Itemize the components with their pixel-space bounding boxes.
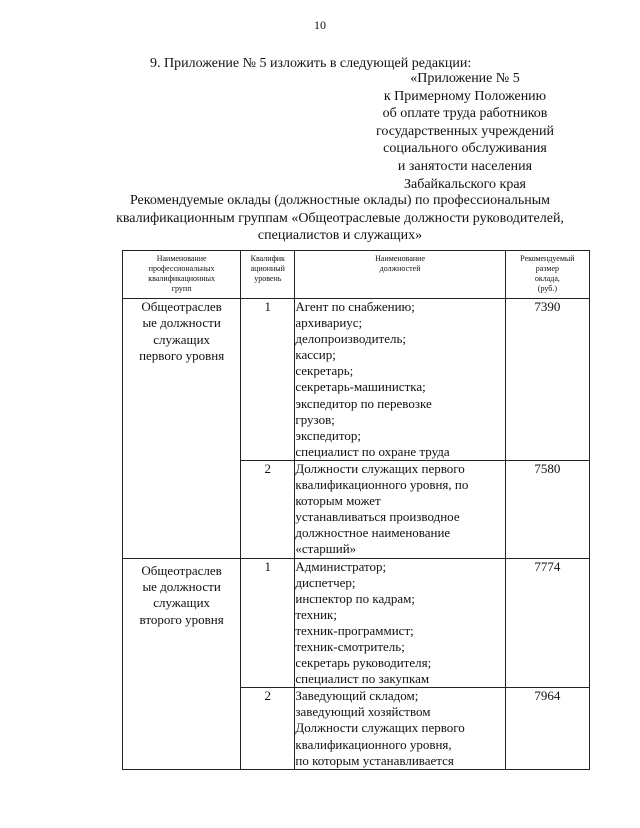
header-line: ационный bbox=[250, 264, 285, 273]
position-line: архивариус; bbox=[295, 315, 363, 331]
positions-cell bbox=[295, 299, 505, 461]
position-line: Агент по снабжению; bbox=[295, 299, 415, 314]
position-line: Должности служащих первого bbox=[295, 460, 465, 476]
level-cell: 1 bbox=[241, 558, 295, 688]
header-line: (руб.) bbox=[537, 284, 557, 293]
position-line: квалификационного уровня, bbox=[295, 736, 452, 752]
salary-cell: 7580 bbox=[505, 460, 589, 558]
position-line: техник-смотритель; bbox=[295, 638, 405, 654]
annex-line: Забайкальского края bbox=[403, 176, 526, 192]
header-level bbox=[241, 251, 295, 299]
header-line: Рекомендуемый bbox=[520, 254, 575, 263]
annex-line: об оплате труда работников bbox=[382, 106, 548, 122]
group-name-line: ые должности bbox=[142, 315, 221, 331]
group-name-line: второго уровня bbox=[139, 611, 224, 627]
position-line: делопроизводитель; bbox=[295, 331, 407, 347]
group-name-cell bbox=[123, 299, 241, 559]
header-salary bbox=[505, 251, 589, 299]
position-line: инспектор по кадрам; bbox=[295, 590, 415, 606]
position-line: экспедитор; bbox=[295, 427, 361, 443]
annex-line: и занятости населения bbox=[397, 158, 533, 174]
salary-table bbox=[122, 250, 590, 770]
position-line: диспетчер; bbox=[295, 574, 356, 590]
group-name-line: ые должности bbox=[142, 578, 221, 594]
level-cell: 2 bbox=[241, 688, 295, 769]
position-line: грузов; bbox=[295, 411, 335, 427]
table-row bbox=[123, 558, 590, 688]
position-line: по которым устанавливается bbox=[295, 752, 454, 768]
page-number: 10 bbox=[314, 18, 326, 32]
table-header-row bbox=[123, 251, 590, 299]
table-row bbox=[123, 299, 590, 461]
positions-cell bbox=[295, 460, 505, 558]
salary-cell: 7964 bbox=[505, 688, 589, 769]
header-line: размер bbox=[535, 264, 559, 273]
position-line: «старший» bbox=[295, 541, 357, 557]
position-line: техник-программист; bbox=[295, 622, 414, 638]
header-line: групп bbox=[171, 284, 192, 293]
position-line: секретарь-машинистка; bbox=[295, 379, 426, 395]
position-line: секретарь руководителя; bbox=[295, 655, 432, 671]
header-line: уровень bbox=[254, 274, 282, 283]
position-line: устанавливаться производное bbox=[295, 509, 460, 525]
position-line: Должности служащих первого bbox=[295, 720, 465, 736]
positions-cell bbox=[295, 558, 505, 688]
position-line: квалификационного уровня, по bbox=[295, 477, 469, 493]
position-line: Заведующий складом; bbox=[295, 688, 419, 704]
position-line: специалист по охране труда bbox=[295, 443, 450, 459]
position-line: которым может bbox=[295, 493, 381, 509]
header-line: должностей bbox=[379, 264, 421, 273]
heading-line: специалистов и служащих» bbox=[257, 228, 423, 244]
header-line: оклада, bbox=[534, 274, 560, 283]
position-line: Администратор; bbox=[295, 558, 387, 574]
header-group bbox=[123, 251, 241, 299]
group-name-line: Общеотраслев bbox=[141, 299, 222, 314]
header-line: профессиональных bbox=[148, 264, 215, 273]
level-cell: 1 bbox=[241, 299, 295, 461]
salary-cell: 7774 bbox=[505, 558, 589, 688]
heading-line: Рекомендуемые оклады (должностные оклады) по профессиональным bbox=[129, 193, 551, 208]
annex-line: социального обслуживания bbox=[383, 141, 547, 157]
group-name-line: служащих bbox=[153, 331, 211, 347]
annex-header bbox=[350, 70, 580, 193]
header-position bbox=[295, 251, 505, 299]
annex-line: государственных учреждений bbox=[376, 123, 554, 139]
position-line: заведующий хозяйством bbox=[295, 704, 431, 720]
group-name-cell bbox=[123, 558, 241, 769]
position-line: должностное наименование bbox=[295, 525, 451, 541]
position-line: кассир; bbox=[295, 347, 336, 363]
header-line: Наименование bbox=[375, 254, 425, 263]
heading-line: квалификационным группам «Общеотраслевые должности руководителей, bbox=[116, 210, 564, 226]
position-line: техник; bbox=[295, 606, 337, 622]
position-line: специалист по закупкам bbox=[295, 671, 430, 687]
annex-line: к Примерному Положению bbox=[383, 88, 547, 104]
header-line: Наименование bbox=[156, 254, 207, 263]
position-line: экспедитор по перевозке bbox=[295, 395, 432, 411]
group-name-line: первого уровня bbox=[139, 348, 225, 364]
table-heading bbox=[100, 192, 580, 245]
header-line: квалификационных bbox=[148, 274, 215, 283]
intro-text: 9. Приложение № 5 изложить в следующей редакции: bbox=[150, 56, 472, 71]
annex-line: «Приложение № 5 bbox=[410, 71, 520, 86]
positions-cell bbox=[295, 688, 505, 769]
salary-cell: 7390 bbox=[505, 299, 589, 461]
position-line: секретарь; bbox=[295, 363, 354, 379]
level-cell: 2 bbox=[241, 460, 295, 558]
group-name-line: Общеотраслев bbox=[141, 562, 222, 578]
group-name-line: служащих bbox=[153, 595, 211, 611]
header-line: Квалифик bbox=[250, 254, 285, 263]
